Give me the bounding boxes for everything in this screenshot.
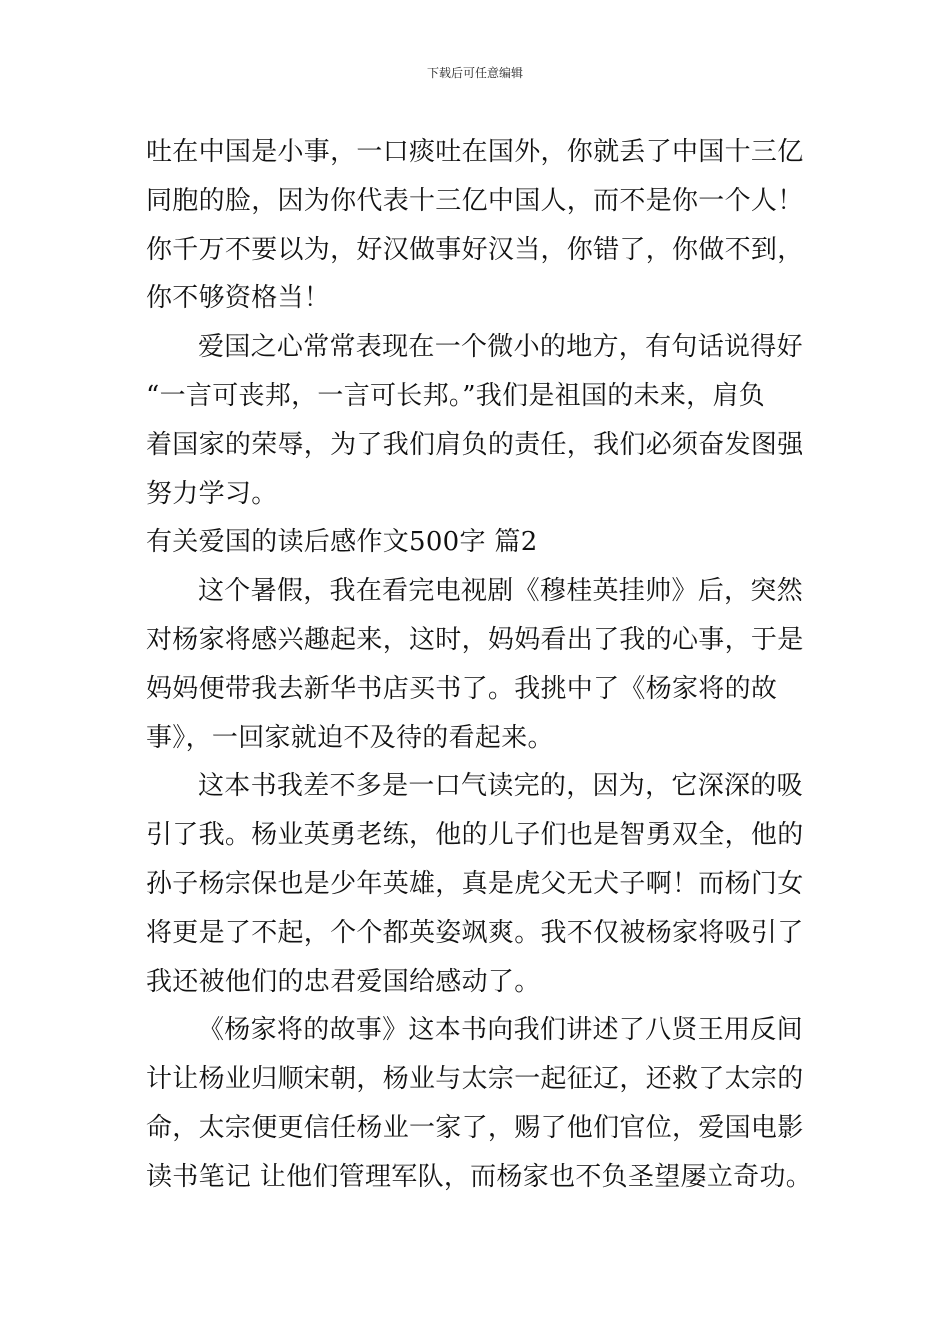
page-header: 下载后可任意编辑 [426,66,523,80]
text-line: 你不够资格当！ [146,283,331,314]
text-line: 命，太宗便更信任杨业一家了，赐了他们官位，爱国电影 [146,1112,804,1143]
paragraph-start-line: 《杨家将的故事》这本书向我们讲述了八贤王用反间 [198,1015,803,1046]
text-line: 将更是了不起，个个都英姿飒爽。我不仅被杨家将吸引了 [146,917,804,948]
text-line: 事》，一回家就迫不及待的看起来。 [146,722,554,753]
paragraph-start-line: 这本书我差不多是一口气读完的，因为，它深深的吸 [198,771,803,802]
article-body [146,128,812,1202]
text-line: 对杨家将感兴趣起来，这时，妈妈看出了我的心事，于是 [146,624,804,655]
text-line: 引了我。杨业英勇老练，他的儿子们也是智勇双全，他的 [146,820,804,851]
text-line: 妈妈便带我去新华书店买书了。我挑中了《杨家将的故 [146,673,778,704]
text-line: 同胞的脸，因为你代表十三亿中国人，而不是你一个人！ [146,185,804,216]
paragraph-start-line: 这个暑假，我在看完电视剧《穆桂英挂帅》后，突然 [198,576,803,607]
text-line: 读书笔记 让他们管理军队，而杨家也不负圣望屡立奇功。 [146,1161,813,1192]
text-line: 吐在中国是小事，一口痰吐在国外，你就丢了中国十三亿 [146,137,804,167]
text-line: 孙子杨宗保也是少年英雄，真是虎父无犬子啊！而杨门女 [146,868,804,899]
text-line: “一言可丧邦，一言可长邦。”我们是祖国的未来，肩负 [146,380,766,411]
section-heading: 有关爱国的读后感作文500字 篇2 [146,527,538,558]
paragraph-start-line: 爱国之心常常表现在一个微小的地方，有句话说得好 [198,332,803,363]
text-line: 我还被他们的忠君爱国给感动了。 [146,966,541,997]
text-line: 努力学习。 [146,478,278,509]
text-line: 计让杨业归顺宋朝，杨业与太宗一起征辽，还救了太宗的 [146,1064,804,1095]
text-line: 着国家的荣辱，为了我们肩负的责任，我们必须奋发图强 [146,429,804,460]
text-line: 你千万不要以为，好汉做事好汉当，你错了，你做不到， [146,234,804,265]
